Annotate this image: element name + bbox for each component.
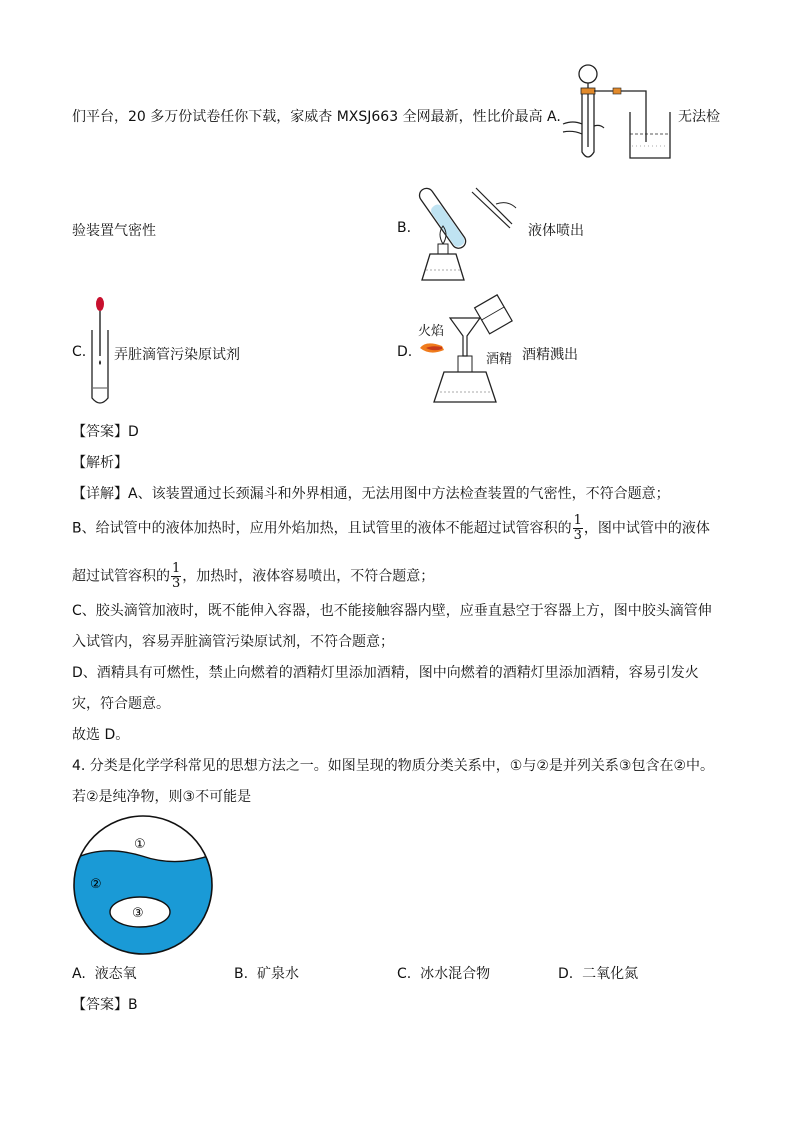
q4-option-c	[397, 963, 490, 983]
option-a-tail: 无法检	[678, 109, 720, 125]
detail-b1-pre: B、给试管中的液体加热时，应用外焰加热，且试管里的液体不能超过试管容积的	[72, 520, 572, 537]
q4-option-a	[72, 963, 137, 983]
detail-c-line1: C、胶头滴管加液时，既不能伸入容器，也不能接触容器内壁，应垂直悬空于容器上方，图中胶头滴管伸	[72, 603, 712, 619]
option-d-text: 酒精溅出	[522, 347, 578, 363]
frac-numerator-2: 1	[172, 561, 181, 576]
fraction-one-third	[573, 514, 583, 543]
q4-option-d-text: 二氧化氮	[582, 966, 639, 982]
option-b-text: 液体喷出	[528, 223, 584, 239]
figure-c-dropper-tube	[88, 296, 112, 408]
detail-d-line2: 灾，符合题意。	[72, 696, 170, 712]
detail-b2-post: ，加热时，液体容易喷出，不符合题意；	[182, 568, 435, 585]
q4-option-d	[558, 963, 638, 983]
figure-b-heating-tube	[412, 170, 522, 292]
detail-b2-pre: 超过试管容积的	[72, 568, 170, 585]
detail-b-line2	[72, 562, 434, 591]
q4-option-b	[234, 963, 299, 983]
detail-b1-post: ，图中试管中的液体	[583, 520, 710, 537]
option-a-line	[72, 106, 561, 126]
classification-diagram	[72, 814, 214, 956]
q4-stem-line2: 若②是纯净物，则③不可能是	[72, 789, 252, 805]
frac-denominator-2: 3	[172, 576, 181, 591]
option-a-text: 们平台，20 多万份试卷任你下载，家威杏 MXSJ663 全网最新，性比价最高 A.	[72, 109, 561, 125]
option-d-label: D.	[397, 344, 413, 360]
option-c-label: C.	[72, 344, 87, 360]
q4-option-a-label: A.	[72, 966, 86, 982]
region-3-label: ③	[132, 906, 144, 921]
q4-stem-line1: 4. 分类是化学学科常见的思想方法之一。如图呈现的物质分类关系中，①与②是并列关系③包含在②中。	[72, 758, 715, 774]
region-1-label: ①	[134, 837, 146, 852]
fig-d-alcohol-label: 酒精	[486, 352, 513, 367]
frac-denominator: 3	[573, 528, 582, 543]
analysis-label: 【解析】	[72, 455, 128, 471]
conclusion: 故选 D。	[72, 727, 130, 743]
frac-numerator: 1	[573, 513, 582, 528]
q4-option-c-label: C.	[397, 966, 412, 982]
figure-a-apparatus	[558, 62, 678, 167]
region-2-label: ②	[90, 877, 102, 892]
q4-option-c-text: 冰水混合物	[420, 966, 491, 982]
detail-a: 【详解】A、该装置通过长颈漏斗和外界相通，无法用图中方法检查装置的气密性，不符合题意；	[72, 486, 670, 502]
option-c-text: 弄脏滴管污染原试剂	[114, 347, 240, 363]
q4-option-b-text: 矿泉水	[256, 966, 299, 982]
detail-c-line2: 入试管内，容易弄脏滴管污染原试剂，不符合题意；	[72, 634, 394, 650]
option-b-label: B.	[397, 220, 412, 236]
answer-q3: 【答案】D	[72, 424, 139, 440]
detail-b-line1	[72, 514, 710, 543]
q4-option-b-label: B.	[234, 966, 249, 982]
option-a-continued: 验装置气密性	[72, 223, 156, 239]
detail-d-line1: D、酒精具有可燃性，禁止向燃着的酒精灯里添加酒精，图中向燃着的酒精灯里添加酒精，容易引发火	[72, 665, 699, 681]
q4-option-d-label: D.	[558, 966, 574, 982]
fig-d-flame-label: 火焰	[418, 324, 445, 339]
answer-q4: 【答案】B	[72, 997, 138, 1013]
q4-option-a-text: 液态氧	[94, 966, 137, 982]
fraction-one-third-2	[171, 562, 181, 591]
